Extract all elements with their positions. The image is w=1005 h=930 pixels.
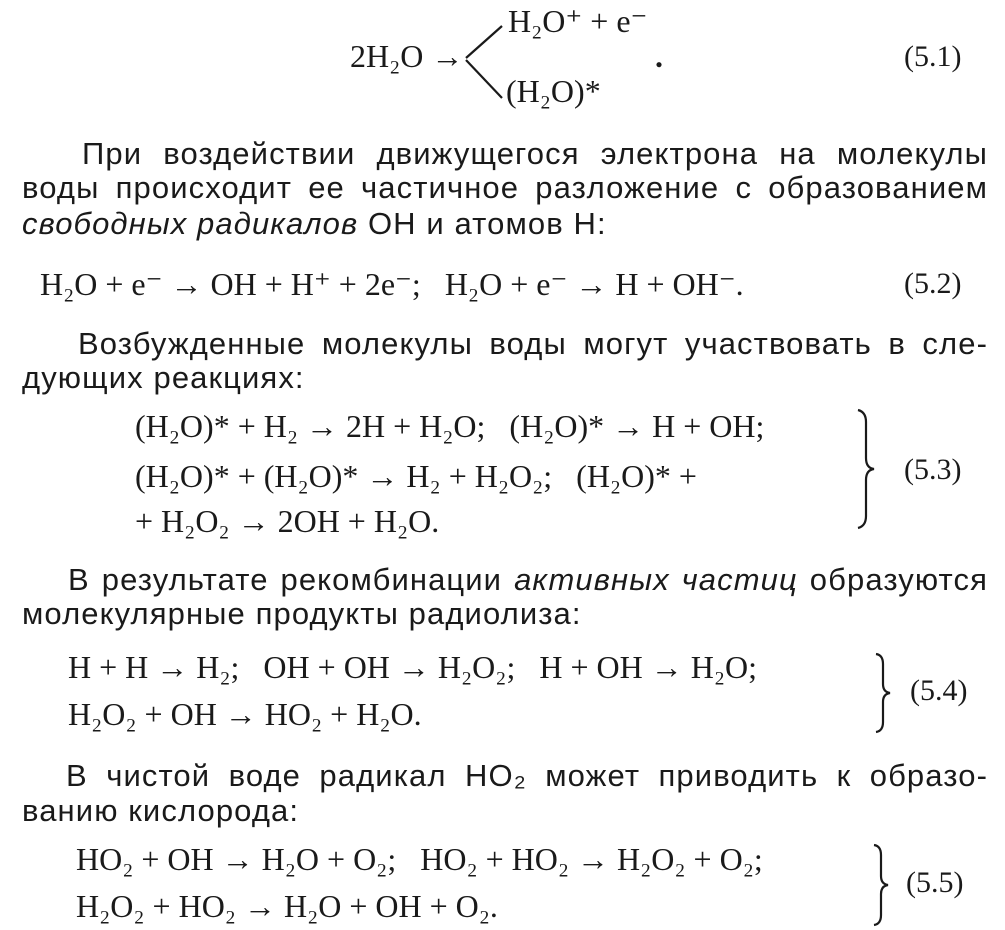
eq-5-1-lhs: 2H₂O →: [350, 38, 464, 74]
term-free-radicals: свободных радикалов: [22, 206, 359, 241]
paragraph-3-line-1-end: образуются: [797, 562, 988, 597]
eq-5-3-line-2: (H₂O)* + (H₂O)* → H₂ + H₂O₂; (H₂O)* +: [135, 458, 697, 494]
paragraph-4-line-1: В чистой воде радикал HO₂ может приводить к образо-: [66, 758, 988, 793]
eq-5-1-top-product: H₂O⁺ + e⁻: [508, 3, 648, 39]
eq-5-5-line-1: HO₂ + OH → H₂O + O₂; HO₂ + HO₂ → H₂O₂ + O₂;: [76, 841, 763, 877]
paragraph-2-line-1: Возбужденные молекулы воды могут участвовать в сле-: [78, 326, 988, 361]
eq-5-4-brace: [870, 652, 896, 734]
eq-5-3-brace: [852, 408, 880, 530]
eq-5-5-brace: [868, 843, 894, 927]
paragraph-1-line-3: [22, 208, 607, 239]
paragraph-4-line-2: ванию кислорода:: [22, 793, 300, 828]
paragraph-2-line-2: дующих реакциях:: [22, 360, 305, 395]
eq-5-1-bottom-product: (H₂O)*: [506, 73, 601, 109]
term-active-particles: активных частиц: [514, 562, 798, 597]
eq-5-4-number: (5.4): [910, 674, 968, 707]
eq-5-5-line-2: H₂O₂ + HO₂ → H₂O + OH + O₂.: [76, 888, 498, 924]
eq-5-3-number: (5.3): [904, 453, 962, 486]
paragraph-1-line-1: При воздействии движущегося электрона на молекулы: [82, 136, 988, 171]
eq-5-1-dot: .: [655, 38, 663, 74]
eq-5-3-line-3: + H₂O₂ → 2OH + H₂O.: [135, 503, 440, 539]
paragraph-1-line-2: воды происходит ее частичное разложение с образованием: [22, 170, 988, 205]
paragraph-1-line-3-rest: ОН и атомов Н:: [358, 206, 607, 241]
eq-5-4-line-1: H + H → H₂; OH + OH → H₂O₂; H + OH → H₂O;: [68, 649, 757, 685]
eq-5-1-branch-lines: [464, 20, 512, 104]
eq-5-1-number: (5.1): [904, 40, 962, 73]
eq-5-2-number: (5.2): [904, 267, 962, 300]
paragraph-3-line-2: молекулярные продукты радиолиза:: [22, 596, 582, 631]
eq-5-4-line-2: H₂O₂ + OH → HO₂ + H₂O.: [68, 696, 422, 732]
eq-5-3-line-1: (H₂O)* + H₂ → 2H + H₂O; (H₂O)* → H + OH;: [135, 408, 765, 444]
eq-5-5-number: (5.5): [906, 866, 964, 899]
eq-5-2: H₂O + e⁻ → OH + H⁺ + 2e⁻; H₂O + e⁻ → H + OH⁻.: [40, 266, 744, 302]
paragraph-3-line-1-start: В результате рекомбинации: [68, 562, 515, 597]
paragraph-3-line-1: [68, 564, 988, 595]
